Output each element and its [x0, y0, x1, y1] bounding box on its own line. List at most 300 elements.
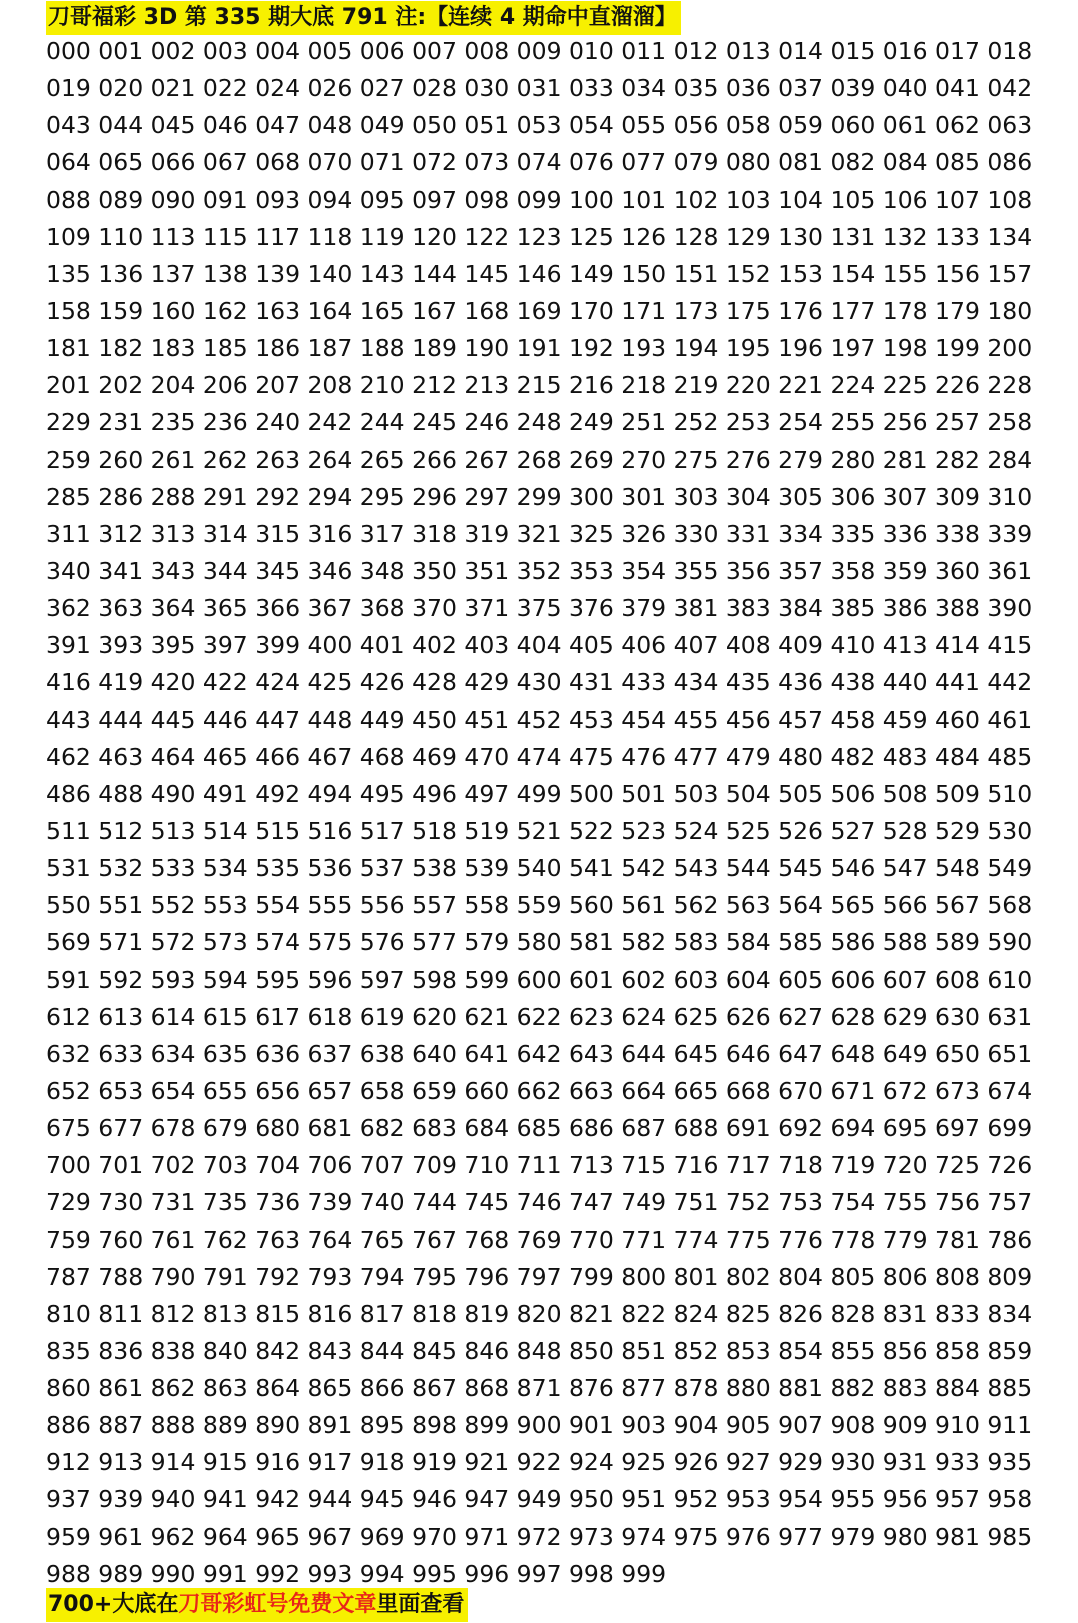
number-item: 914	[150, 1448, 196, 1477]
number-item: 169	[516, 296, 562, 325]
number-item: 976	[725, 1522, 771, 1551]
number-row	[46, 1110, 1056, 1147]
number-item: 386	[882, 594, 928, 623]
number-row	[46, 293, 1056, 330]
number-item: 851	[621, 1336, 667, 1365]
number-item: 736	[255, 1188, 301, 1217]
number-item: 154	[830, 259, 876, 288]
number-item: 625	[673, 1002, 719, 1031]
number-item: 360	[935, 556, 980, 585]
number-item: 607	[882, 965, 928, 994]
number-item: 313	[150, 519, 196, 548]
number-item: 146	[516, 259, 562, 288]
number-item: 138	[202, 259, 248, 288]
number-item: 368	[359, 594, 405, 623]
number-item: 955	[830, 1485, 876, 1514]
number-item: 099	[516, 185, 562, 214]
number-item: 145	[464, 259, 510, 288]
number-item: 671	[830, 1076, 876, 1105]
number-item: 594	[202, 965, 248, 994]
number-item: 886	[46, 1411, 91, 1440]
number-item: 097	[412, 185, 457, 214]
number-item: 295	[359, 482, 405, 511]
number-item: 604	[725, 965, 771, 994]
number-item: 605	[778, 965, 824, 994]
number-item: 757	[987, 1188, 1033, 1217]
number-item: 047	[255, 111, 301, 140]
number-item: 033	[568, 74, 614, 103]
number-item: 615	[202, 1002, 248, 1031]
number-item: 796	[464, 1262, 510, 1291]
number-item: 973	[568, 1522, 614, 1551]
number-item: 045	[150, 111, 196, 140]
number-item: 410	[830, 631, 876, 660]
number-item: 053	[516, 111, 562, 140]
number-item: 442	[987, 668, 1033, 697]
number-item: 255	[830, 408, 876, 437]
number-item: 319	[464, 519, 510, 548]
number-item: 153	[778, 259, 824, 288]
number-item: 685	[516, 1114, 562, 1143]
number-item: 630	[935, 1002, 980, 1031]
number-item: 264	[307, 445, 353, 474]
number-item: 675	[46, 1114, 91, 1143]
number-item: 815	[255, 1299, 301, 1328]
number-item: 058	[725, 111, 771, 140]
number-item: 370	[412, 594, 457, 623]
number-item: 350	[412, 556, 457, 585]
number-item: 842	[255, 1336, 301, 1365]
number-item: 715	[621, 1151, 667, 1180]
number-item: 022	[202, 74, 248, 103]
number-item: 046	[202, 111, 248, 140]
number-item: 107	[935, 185, 980, 214]
number-item: 957	[935, 1485, 980, 1514]
number-item: 915	[202, 1448, 248, 1477]
number-item: 063	[987, 111, 1033, 140]
number-item: 458	[830, 705, 876, 734]
number-item: 620	[412, 1002, 457, 1031]
number-item: 256	[882, 408, 928, 437]
number-item: 390	[987, 594, 1033, 623]
number-item: 603	[673, 965, 719, 994]
number-item: 284	[987, 445, 1033, 474]
number-item: 802	[725, 1262, 771, 1291]
number-item: 997	[516, 1559, 562, 1588]
number-item: 030	[464, 74, 510, 103]
number-item: 043	[46, 111, 91, 140]
number-item: 927	[725, 1448, 771, 1477]
number-item: 286	[98, 482, 144, 511]
number-item: 686	[568, 1114, 614, 1143]
number-item: 226	[935, 371, 980, 400]
number-item: 651	[987, 1039, 1033, 1068]
number-item: 992	[255, 1559, 301, 1588]
number-item: 160	[150, 296, 196, 325]
number-item: 674	[987, 1076, 1033, 1105]
number-item: 454	[621, 705, 667, 734]
number-item: 889	[202, 1411, 248, 1440]
number-item: 775	[725, 1225, 771, 1254]
number-item: 965	[255, 1522, 301, 1551]
number-item: 027	[359, 74, 405, 103]
number-item: 545	[778, 854, 824, 883]
number-item: 338	[935, 519, 980, 548]
number-item: 110	[98, 222, 144, 251]
number-item: 556	[359, 891, 405, 920]
number-item: 819	[464, 1299, 510, 1328]
number-item: 909	[882, 1411, 928, 1440]
number-item: 003	[202, 37, 248, 65]
number-item: 755	[882, 1188, 928, 1217]
number-item: 818	[412, 1299, 457, 1328]
number-item: 527	[830, 816, 876, 845]
number-item: 517	[359, 816, 405, 845]
number-item: 357	[778, 556, 824, 585]
page-title: 刀哥福彩 3D 第 335 期大底 791 注:【连续 4 期命中直溜溜】	[46, 1, 681, 35]
number-item: 225	[882, 371, 928, 400]
number-item: 187	[307, 334, 353, 363]
number-item: 522	[568, 816, 614, 845]
number-item: 599	[464, 965, 510, 994]
number-item: 164	[307, 296, 353, 325]
number-item: 613	[98, 1002, 144, 1031]
number-item: 726	[987, 1151, 1033, 1180]
number-item: 760	[98, 1225, 144, 1254]
number-item: 794	[359, 1262, 405, 1291]
number-item: 397	[202, 631, 248, 660]
number-item: 084	[882, 148, 928, 177]
number-item: 318	[412, 519, 457, 548]
number-item: 125	[568, 222, 614, 251]
number-item: 991	[202, 1559, 248, 1588]
number-item: 512	[98, 816, 144, 845]
number-item: 908	[830, 1411, 876, 1440]
number-item: 619	[359, 1002, 405, 1031]
number-item: 316	[307, 519, 353, 548]
number-item: 407	[673, 631, 719, 660]
number-item: 207	[255, 371, 301, 400]
number-item: 533	[150, 854, 196, 883]
number-item: 128	[673, 222, 719, 251]
number-item: 123	[516, 222, 562, 251]
number-item: 050	[412, 111, 457, 140]
number-item: 470	[464, 742, 510, 771]
number-item: 424	[255, 668, 301, 697]
number-item: 930	[830, 1448, 876, 1477]
number-item: 935	[987, 1448, 1033, 1477]
number-item: 175	[725, 296, 771, 325]
number-item: 937	[46, 1485, 91, 1514]
number-item: 746	[516, 1188, 562, 1217]
number-item: 731	[150, 1188, 196, 1217]
number-item: 523	[621, 816, 667, 845]
number-item: 071	[359, 148, 405, 177]
number-item: 108	[987, 185, 1033, 214]
number-item: 340	[46, 556, 91, 585]
number-item: 589	[935, 928, 980, 957]
number-item: 606	[830, 965, 876, 994]
number-item: 201	[46, 371, 91, 400]
number-item: 529	[935, 816, 980, 845]
number-item: 662	[516, 1076, 562, 1105]
number-item: 244	[359, 408, 405, 437]
number-item: 190	[464, 334, 510, 363]
number-item: 399	[255, 631, 301, 660]
number-item: 969	[359, 1522, 405, 1551]
number-row	[46, 1073, 1056, 1110]
number-item: 626	[725, 1002, 771, 1031]
number-item: 971	[464, 1522, 510, 1551]
number-item: 040	[882, 74, 928, 103]
number-item: 251	[621, 408, 667, 437]
number-item: 500	[568, 779, 614, 808]
number-item: 405	[568, 631, 614, 660]
number-row	[46, 702, 1056, 739]
number-item: 917	[307, 1448, 353, 1477]
number-item: 797	[516, 1262, 562, 1291]
number-item: 961	[98, 1522, 144, 1551]
number-item: 275	[673, 445, 719, 474]
number-item: 513	[150, 816, 196, 845]
number-item: 554	[255, 891, 301, 920]
number-item: 325	[568, 519, 614, 548]
number-item: 384	[778, 594, 824, 623]
number-item: 044	[98, 111, 144, 140]
number-item: 015	[830, 37, 876, 65]
number-item: 379	[621, 594, 667, 623]
number-item: 695	[882, 1114, 928, 1143]
number-item: 224	[830, 371, 876, 400]
number-item: 717	[725, 1151, 771, 1180]
number-item: 202	[98, 371, 144, 400]
footer-prefix: 700+大底在	[48, 1592, 179, 1617]
number-item: 848	[516, 1336, 562, 1365]
number-item: 258	[987, 408, 1033, 437]
number-item: 212	[412, 371, 457, 400]
number-item: 195	[725, 334, 771, 363]
number-item: 642	[516, 1039, 562, 1068]
number-item: 475	[568, 742, 614, 771]
number-item: 336	[882, 519, 928, 548]
number-item: 979	[830, 1522, 876, 1551]
number-row	[46, 1444, 1056, 1481]
number-item: 678	[150, 1114, 196, 1143]
number-item: 204	[150, 371, 196, 400]
number-item: 551	[98, 891, 144, 920]
number-item: 119	[359, 222, 405, 251]
number-item: 065	[98, 148, 144, 177]
number-item: 627	[778, 1002, 824, 1031]
number-item: 158	[46, 296, 91, 325]
number-item: 844	[359, 1336, 405, 1365]
number-item: 972	[516, 1522, 562, 1551]
number-item: 019	[46, 74, 91, 103]
number-row	[46, 962, 1056, 999]
number-item: 926	[673, 1448, 719, 1477]
number-item: 623	[568, 1002, 614, 1031]
number-item: 565	[830, 891, 876, 920]
number-item: 898	[412, 1411, 457, 1440]
number-item: 516	[307, 816, 353, 845]
number-item: 414	[935, 631, 980, 660]
number-item: 910	[935, 1411, 980, 1440]
number-item: 135	[46, 259, 91, 288]
number-item: 126	[621, 222, 667, 251]
number-item: 303	[673, 482, 719, 511]
number-item: 647	[778, 1039, 824, 1068]
number-item: 285	[46, 482, 91, 511]
number-item: 185	[202, 334, 248, 363]
number-item: 535	[255, 854, 301, 883]
number-item: 206	[202, 371, 248, 400]
number-item: 117	[255, 222, 301, 251]
number-item: 958	[987, 1485, 1033, 1514]
number-item: 964	[202, 1522, 248, 1551]
number-item: 641	[464, 1039, 510, 1068]
number-item: 859	[987, 1336, 1033, 1365]
number-item: 951	[621, 1485, 667, 1514]
number-item: 719	[830, 1151, 876, 1180]
number-item: 010	[568, 37, 614, 65]
number-item: 495	[359, 779, 405, 808]
number-item: 196	[778, 334, 824, 363]
number-row	[46, 479, 1056, 516]
number-item: 941	[202, 1485, 248, 1514]
number-item: 469	[412, 742, 457, 771]
number-item: 618	[307, 1002, 353, 1031]
number-item: 511	[46, 816, 91, 845]
number-item: 660	[464, 1076, 510, 1105]
number-item: 600	[516, 965, 562, 994]
number-item: 215	[516, 371, 562, 400]
number-item: 312	[98, 519, 144, 548]
number-item: 560	[568, 891, 614, 920]
number-item: 716	[673, 1151, 719, 1180]
number-item: 012	[673, 37, 719, 65]
number-row	[46, 330, 1056, 367]
number-item: 564	[778, 891, 824, 920]
number-item: 781	[935, 1225, 980, 1254]
number-item: 999	[621, 1559, 667, 1588]
number-item: 634	[150, 1039, 196, 1068]
number-item: 595	[255, 965, 301, 994]
number-item: 288	[150, 482, 196, 511]
number-item: 156	[935, 259, 980, 288]
number-item: 536	[307, 854, 353, 883]
number-item: 691	[725, 1114, 771, 1143]
number-item: 956	[882, 1485, 928, 1514]
number-item: 764	[307, 1225, 353, 1254]
number-item: 812	[150, 1299, 196, 1328]
number-item: 388	[935, 594, 980, 623]
number-item: 658	[359, 1076, 405, 1105]
number-item: 441	[935, 668, 980, 697]
number-item: 218	[621, 371, 667, 400]
number-item: 989	[98, 1559, 144, 1588]
number-item: 703	[202, 1151, 248, 1180]
number-item: 444	[98, 705, 144, 734]
number-item: 466	[255, 742, 301, 771]
number-item: 883	[882, 1374, 928, 1403]
number-item: 787	[46, 1262, 91, 1291]
number-item: 104	[778, 185, 824, 214]
number-item: 304	[725, 482, 771, 511]
number-item: 905	[725, 1411, 771, 1440]
number-item: 553	[202, 891, 248, 920]
number-item: 297	[464, 482, 510, 511]
number-item: 588	[882, 928, 928, 957]
number-item: 403	[464, 631, 510, 660]
number-item: 940	[150, 1485, 196, 1514]
number-item: 193	[621, 334, 667, 363]
number-item: 492	[255, 779, 301, 808]
number-item: 216	[568, 371, 614, 400]
number-item: 073	[464, 148, 510, 177]
number-item: 912	[46, 1448, 91, 1477]
number-item: 699	[987, 1114, 1033, 1143]
number-item: 680	[255, 1114, 301, 1143]
number-item: 429	[464, 668, 510, 697]
number-item: 949	[516, 1485, 562, 1514]
number-item: 191	[516, 334, 562, 363]
number-item: 962	[150, 1522, 196, 1551]
number-item: 077	[621, 148, 667, 177]
number-item: 945	[359, 1485, 405, 1514]
number-item: 640	[412, 1039, 457, 1068]
number-item: 846	[464, 1336, 510, 1365]
number-item: 700	[46, 1151, 91, 1180]
number-item: 739	[307, 1188, 353, 1217]
number-item: 348	[359, 556, 405, 585]
number-item: 659	[412, 1076, 457, 1105]
number-item: 900	[516, 1411, 562, 1440]
number-item: 088	[46, 185, 91, 214]
number-item: 152	[725, 259, 771, 288]
number-item: 740	[359, 1188, 405, 1217]
number-item: 890	[255, 1411, 301, 1440]
number-item: 456	[725, 705, 771, 734]
number-item: 459	[882, 705, 928, 734]
number-item: 422	[202, 668, 248, 697]
number-item: 356	[725, 556, 771, 585]
number-item: 210	[359, 371, 405, 400]
number-item: 354	[621, 556, 667, 585]
number-item: 617	[255, 1002, 301, 1031]
number-item: 165	[359, 296, 405, 325]
number-item: 011	[621, 37, 667, 65]
number-item: 076	[568, 148, 614, 177]
number-item: 622	[516, 1002, 562, 1031]
number-item: 643	[568, 1039, 614, 1068]
number-item: 881	[778, 1374, 824, 1403]
number-item: 501	[621, 779, 667, 808]
number-item: 576	[359, 928, 405, 957]
number-item: 021	[150, 74, 196, 103]
number-item: 771	[621, 1225, 667, 1254]
number-item: 091	[202, 185, 248, 214]
number-item: 840	[202, 1336, 248, 1365]
number-item: 464	[150, 742, 196, 771]
number-item: 729	[46, 1188, 91, 1217]
number-item: 518	[412, 816, 457, 845]
number-item: 806	[882, 1262, 928, 1291]
number-item: 267	[464, 445, 510, 474]
number-item: 129	[725, 222, 771, 251]
number-item: 820	[516, 1299, 562, 1328]
number-item: 895	[359, 1411, 405, 1440]
number-item: 270	[621, 445, 667, 474]
